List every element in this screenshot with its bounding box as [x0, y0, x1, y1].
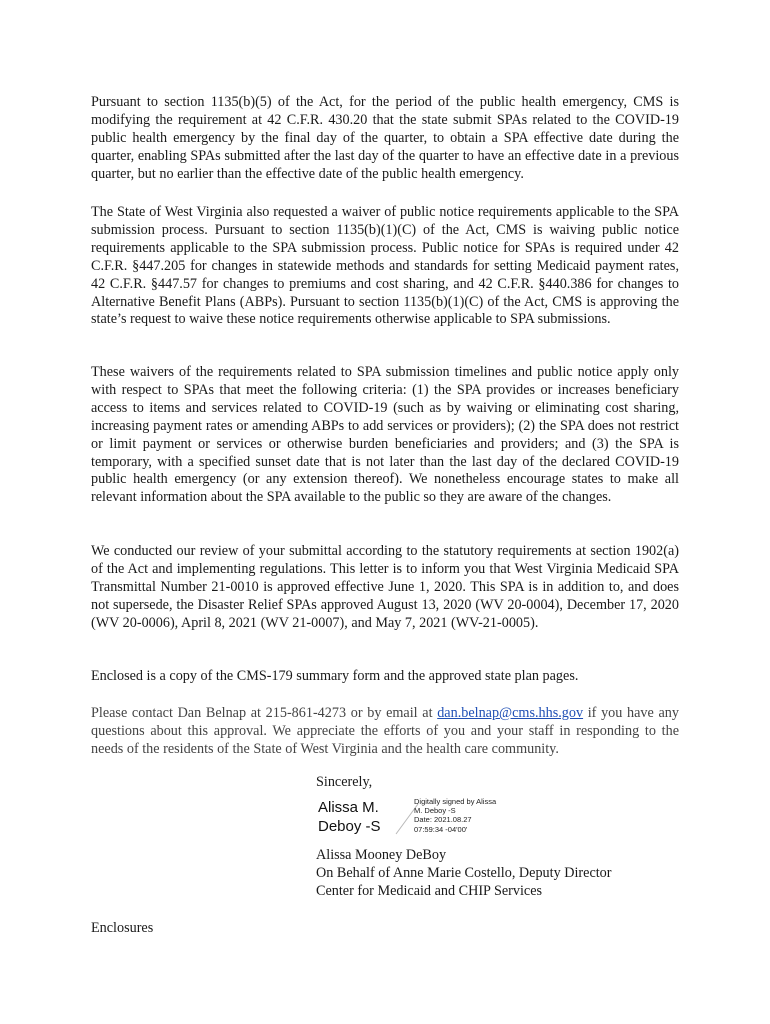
- digital-line-4: 07:59:34 -04'00': [414, 824, 468, 834]
- signature-name-line1: Alissa M.: [318, 799, 379, 816]
- paragraph-enclosed: Enclosed is a copy of the CMS-179 summary form and the approved state plan pages.: [91, 668, 579, 684]
- paragraph-criteria: These waivers of the requirements related to SPA submission timelines and public notice apply only with respect to SPAs that meet the following criteria: (1) the SPA provides or increases beneficiary access to items and services related to COVID-19 (such as by waiving or eliminating cost sharing, increasing payment rates or amending ABPs to add services or providers); (2) the SPA does not restrict or limit payment or services or otherwise burden beneficiaries and providers; and (3) the SPA is temporary, with a specified sunset date that is not later than the last day of the declared COVID-19 public health emergency (or any extension thereof). We nonetheless encourage states to make all relevant information about the SPA available to the public so they are aware of the changes.: [91, 364, 679, 506]
- email-link[interactable]: dan.belnap@cms.hhs.gov: [437, 705, 584, 721]
- digital-line-2: M. Deboy -S: [414, 806, 456, 816]
- signature-name-line2: Deboy -S: [318, 818, 381, 835]
- signatory-name: Alissa Mooney DeBoy: [316, 847, 447, 863]
- paragraph-review: We conducted our review of your submittal according to the statutory requirements at section 1902(a) of the Act and implementing regulations. This letter is to inform you that West Virginia Medicaid SPA Transmittal Number 21-0010 is approved effective June 1, 2020. This SPA is in addition to, and does not supersede, the Disaster Relief SPAs approved August 13, 2020 (WV 20-0004), December 17, 2020 (WV 20-0006), April 8, 2021 (WV 21-0007), and May 7, 2021 (WV-21-0005).: [91, 543, 679, 631]
- closing: Sincerely,: [316, 774, 373, 790]
- digital-line-1: Digitally signed by Alissa: [414, 797, 497, 806]
- digital-line-3: Date: 2021.08.27: [414, 815, 472, 825]
- digital-signature-name: [318, 798, 381, 836]
- digital-signature-details: [414, 797, 496, 834]
- contact-text-after: if you have any questions about this approval. We appreciate the efforts of you and your staff in responding to the needs of the residents of the State of West Virginia and the health care community.: [91, 705, 679, 757]
- enclosures-label: Enclosures: [91, 920, 154, 936]
- contact-text-before: Please contact Dan Belnap at 215-861-4273 or by email at: [91, 705, 438, 721]
- paragraph-contact: [91, 705, 679, 759]
- signatory-office: Center for Medicaid and CHIP Services: [316, 882, 543, 899]
- paragraph-public-notice: The State of West Virginia also requested a waiver of public notice requirements applicable to the SPA submission process. Pursuant to section 1135(b)(1)(C) of the Act, CMS is waiving public notice requirements applicable to the SPA submission process. Public notice for SPAs is required under 42 C.F.R. §447.205 for changes in statewide methods and standards for setting Medicaid payment rates, 42 C.F.R. §447.57 for changes to premiums and cost sharing, and 42 C.F.R. §440.386 for changes to Alternative Benefit Plans (ABPs). Pursuant to section 1135(b)(1)(C) of the Act, CMS is approving the state’s request to waive these notice requirements otherwise applicable to SPA submissions.: [91, 204, 679, 328]
- signatory-block: [316, 847, 612, 901]
- paragraph-waiver-timing: Pursuant to section 1135(b)(5) of the Act, for the period of the public health emergency, CMS is modifying the requirement at 42 C.F.R. 430.20 that the state submit SPAs related to the COVID-19 public health emergency by the final day of the quarter, to obtain a SPA effective date during the quarter, enabling SPAs submitted after the last day of the quarter to have an effective date in a previous quarter, but no earlier than the effective date of the public health emergency.: [91, 94, 679, 182]
- signatory-behalf: On Behalf of Anne Marie Costello, Deputy Director: [316, 864, 612, 881]
